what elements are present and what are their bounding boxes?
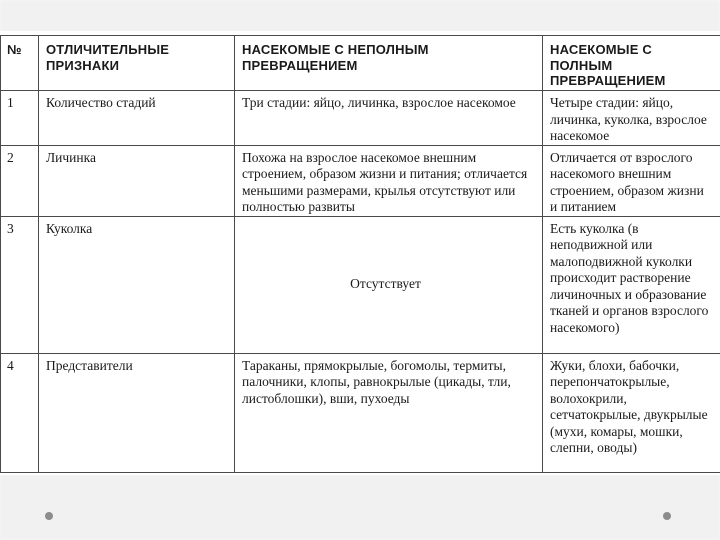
header-complete-metamorphosis: НАСЕКОМЫЕ С ПОЛНЫМ ПРЕВРАЩЕНИЕМ: [543, 36, 720, 91]
row-number: 4: [1, 353, 39, 473]
row-complete: Отличается от взрослого насекомого внешним строением, образом жизни и питанием: [543, 145, 720, 216]
row-number: 1: [1, 91, 39, 146]
table-row: [1, 91, 720, 146]
header-number: №: [1, 36, 39, 91]
row-complete: Четыре стадии: яйцо, личинка, куколка, взрослое насекомое: [543, 91, 720, 146]
row-feature: Личинка: [39, 145, 235, 216]
row-complete: Жуки, блохи, бабочки, перепончатокрылые, волохокрили, сетчатокрылые, двукрылые (мухи, комары, мошки, слепни, оводы): [543, 353, 720, 473]
header-feature: ОТЛИЧИТЕЛЬНЫЕ ПРИЗНАКИ: [39, 36, 235, 91]
table-header-row: [1, 36, 720, 91]
corner-dot-right: [663, 512, 671, 520]
header-incomplete-metamorphosis: НАСЕКОМЫЕ С НЕПОЛНЫМ ПРЕВРАЩЕНИЕМ: [235, 36, 543, 91]
table-row: [1, 353, 720, 473]
row-incomplete: Отсутствует: [235, 216, 543, 353]
row-feature: Куколка: [39, 216, 235, 353]
table-row: [1, 145, 720, 216]
row-complete: Есть куколка (в неподвижной или малоподвижной куколки происходит растворение личиночных и образование тканей и органов взрослого насекомого): [543, 216, 720, 353]
comparison-table: [0, 35, 720, 473]
row-incomplete: Тараканы, прямокрылые, богомолы, термиты, палочники, клопы, равнокрылые (цикады, тли, листоблошки), вши, пухоеды: [235, 353, 543, 473]
row-number: 3: [1, 216, 39, 353]
row-feature: Количество стадий: [39, 91, 235, 146]
row-number: 2: [1, 145, 39, 216]
corner-dot-left: [45, 512, 53, 520]
row-feature: Представители: [39, 353, 235, 473]
table-row: [1, 216, 720, 353]
row-incomplete: Три стадии: яйцо, личинка, взрослое насекомое: [235, 91, 543, 146]
row-incomplete: Похожа на взрослое насекомое внешним строением, образом жизни и питания; отличается меньшими размерами, крылья отсутствуют или полностью развиты: [235, 145, 543, 216]
